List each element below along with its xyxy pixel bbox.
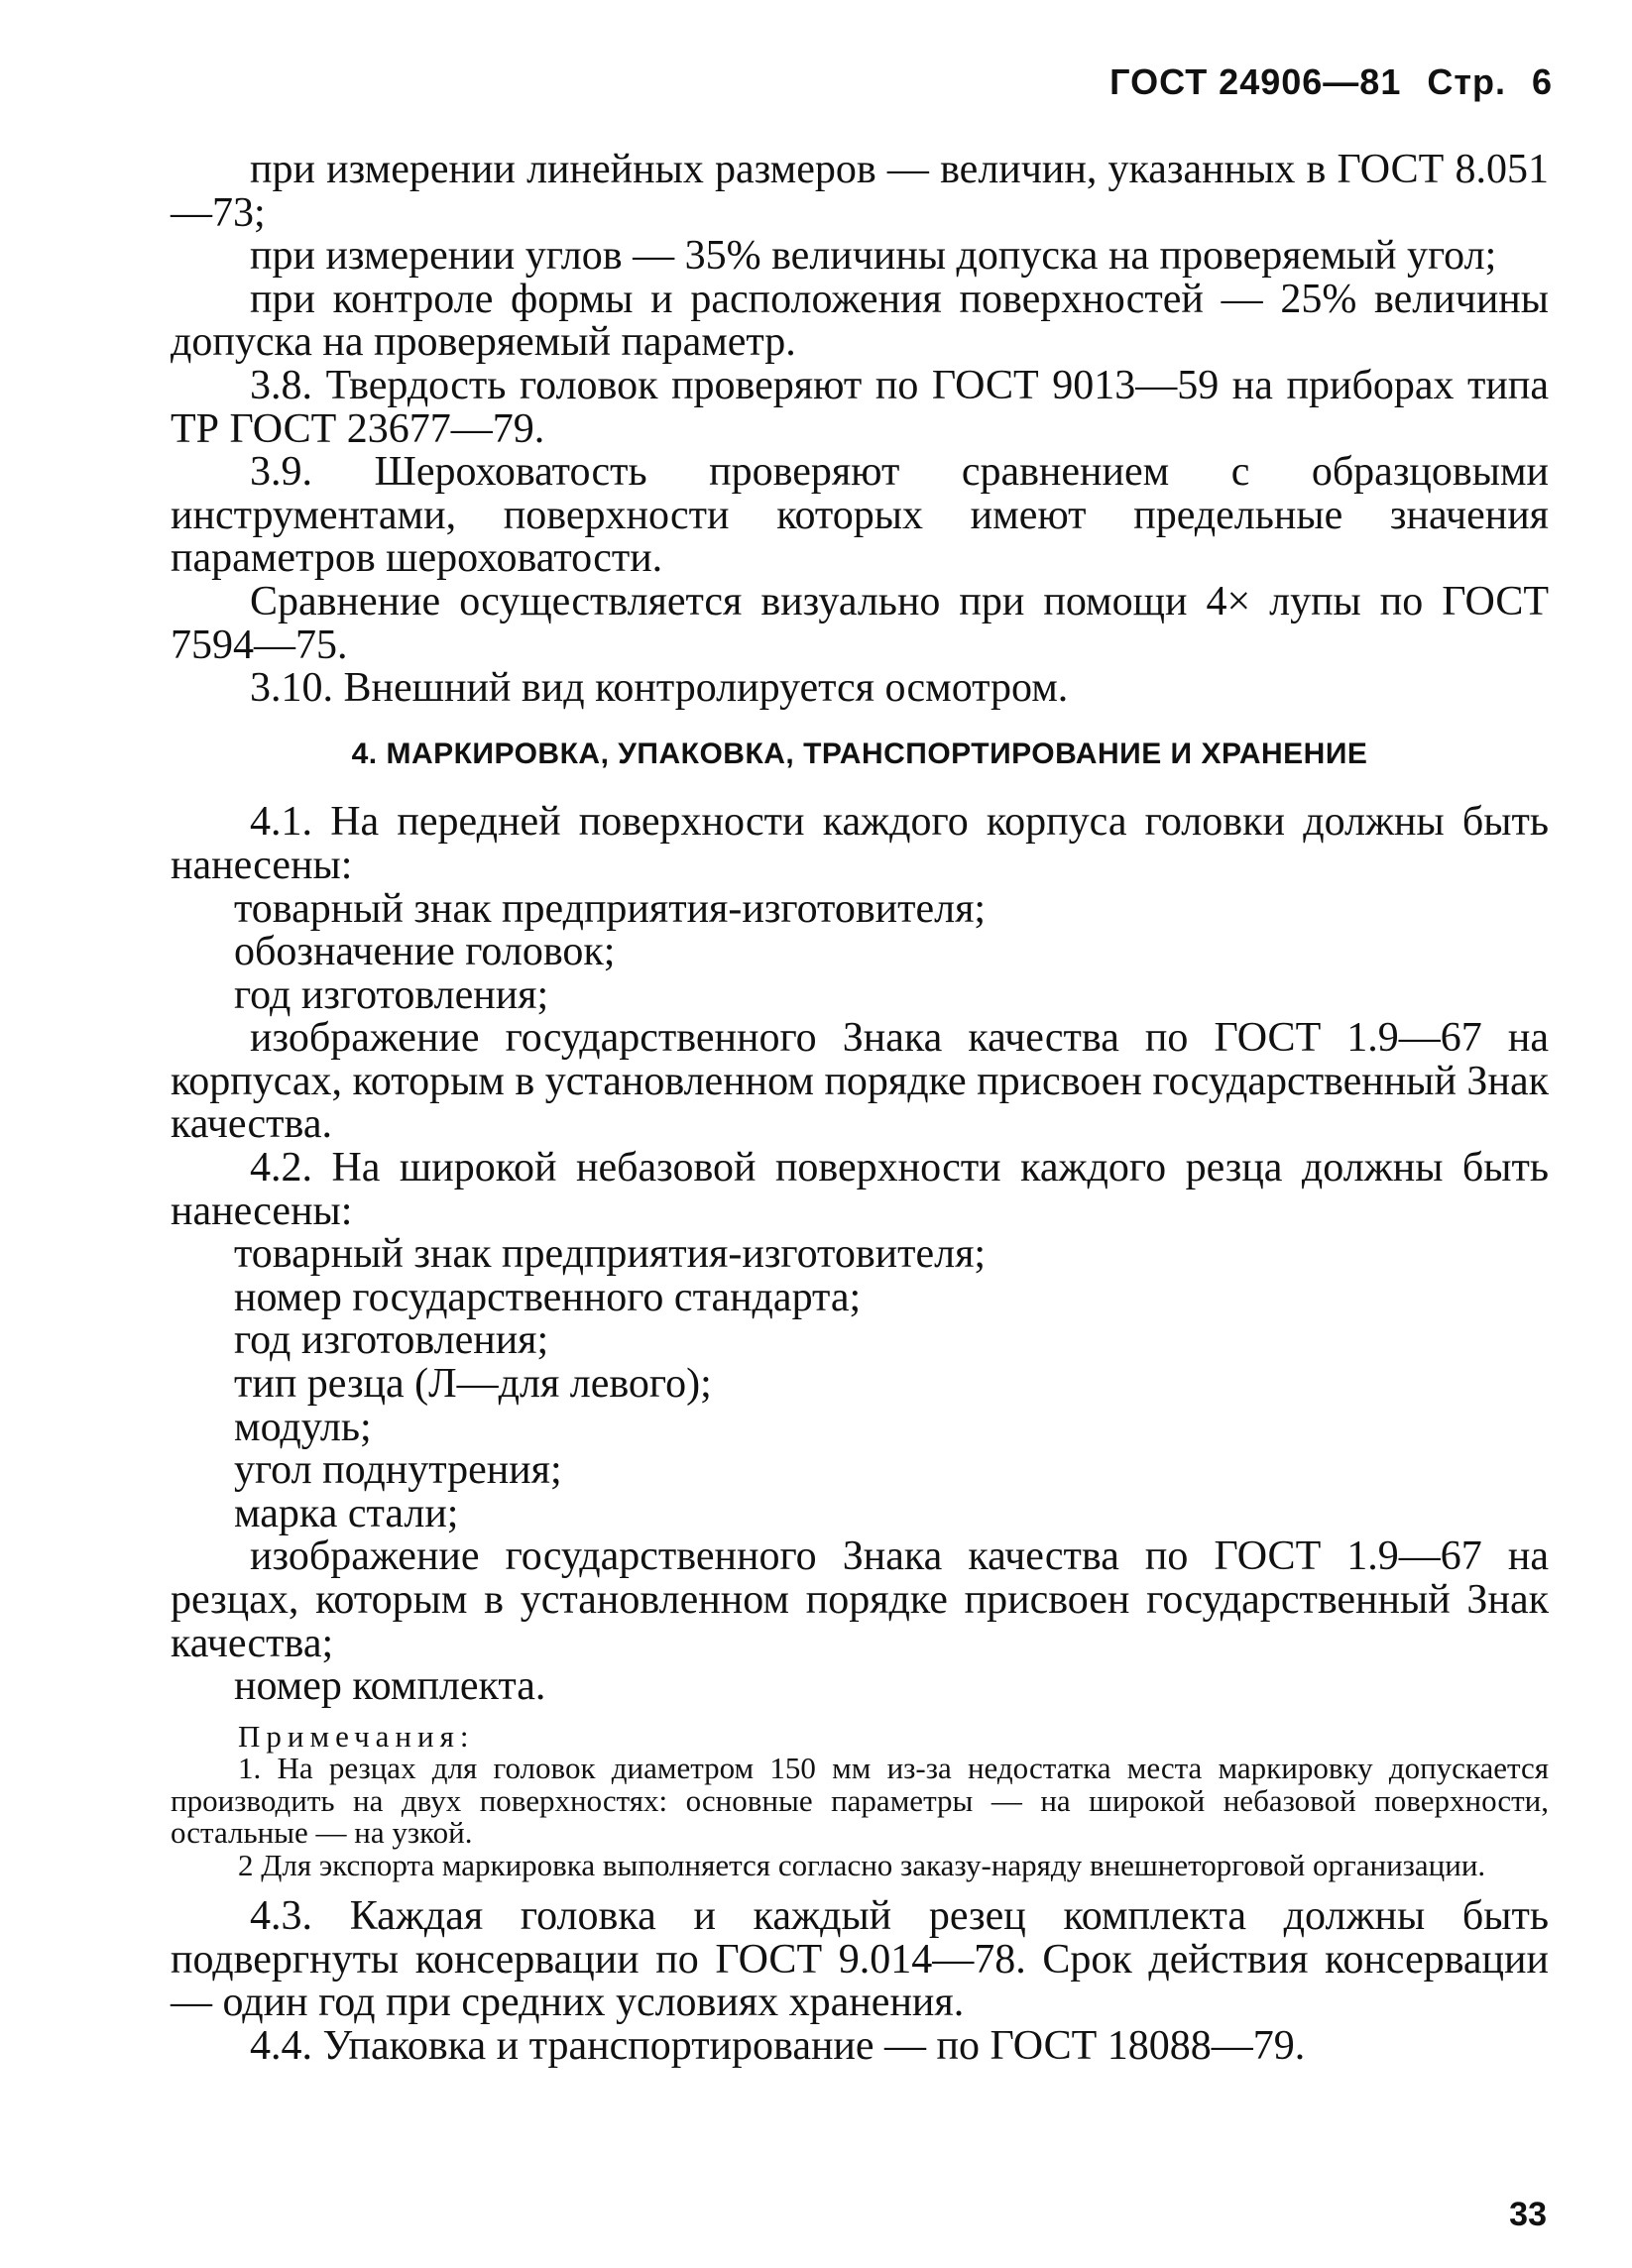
page-label: Стр.: [1427, 61, 1506, 102]
standard-number: ГОСТ 24906—81: [1109, 61, 1402, 102]
list-item: угол поднутрения;: [234, 1447, 562, 1494]
list-item: тип резца (Л—для левого);: [234, 1361, 712, 1408]
notes-title: Примечания:: [238, 1718, 475, 1754]
paragraph-4-3: 4.3. Каждая головка и каждый резец комплекта должны быть подвергнуты консервации по ГОСТ 9.014—78. Срок действия консервации — один год при средних условиях хранения.: [171, 1893, 1549, 2026]
paragraph-3-8: 3.8. Твердость головок проверяют по ГОСТ 9013—59 на приборах типа ТР ГОСТ 23677—79.: [171, 362, 1549, 452]
notes-block: [171, 1718, 1549, 1882]
paragraph-form-control: при контроле формы и расположения поверхностей — 25% величины допуска на проверяемый параметр.: [171, 276, 1549, 366]
list-item: товарный знак предприятия-изготовителя;: [234, 1231, 987, 1278]
paragraph-3-9-comparison: Сравнение осуществляется визуально при помощи 4× лупы по ГОСТ 7594—75.: [171, 578, 1549, 668]
list-item: изображение государственного Знака качества по ГОСТ 1.9—67 на резцах, которым в установленном порядке присвоен государственный Знак качества;: [171, 1533, 1549, 1666]
list-item: номер государственного стандарта;: [234, 1274, 862, 1320]
document-body: [171, 149, 1549, 2069]
section-heading: 4. МАРКИРОВКА, УПАКОВКА, ТРАНСПОРТИРОВАНИЕ И ХРАНЕНИЕ: [351, 737, 1368, 770]
page-number: 33: [1509, 2196, 1547, 2233]
list-item: год изготовления;: [234, 1317, 549, 1364]
paragraph-angles: при измерении углов — 35% величины допуска на проверяемый угол;: [250, 233, 1497, 280]
paragraph-4-2: 4.2. На широкой небазовой поверхности каждого резца должны быть нанесены:: [171, 1145, 1549, 1234]
paragraph-linear-sizes: при измерении линейных размеров — величин, указанных в ГОСТ 8.051—73;: [171, 147, 1549, 236]
list-item: марка стали;: [234, 1490, 459, 1536]
paragraph-3-9: 3.9. Шероховатость проверяют сравнением с образцовыми инструментами, поверхности которых имеют предельные значения параметров шероховатости.: [171, 449, 1549, 582]
list-item: модуль;: [234, 1404, 372, 1450]
note-2: 2 Для экспорта маркировка выполняется согласно заказу-наряду внешнеторговой организации.: [238, 1847, 1486, 1882]
note-1: 1. На резцах для головок диаметром 150 мм из-за недостатка места маркировку допускается производить на двух поверхностях: основные параметры — на широкой небазовой поверхности, остальные — на узкой.: [171, 1751, 1549, 1851]
paragraph-4-4: 4.4. Упаковка и транспортирование — по ГОСТ 18088—79.: [250, 2023, 1306, 2070]
list-item: изображение государственного Знака качества по ГОСТ 1.9—67 на корпусах, которым в установленном порядке присвоен государственный Знак качества.: [171, 1015, 1549, 1148]
list-item: номер комплекта.: [234, 1663, 546, 1710]
list-item: обозначение головок;: [234, 929, 616, 975]
list-item: год изготовления;: [234, 971, 549, 1018]
list-item: товарный знак предприятия-изготовителя;: [234, 885, 987, 932]
paragraph-4-1: 4.1. На передней поверхности каждого корпуса головки должны быть нанесены:: [171, 799, 1549, 888]
header-page-number: 6: [1531, 61, 1553, 102]
paragraph-3-10: 3.10. Внешний вид контролируется осмотром.: [250, 665, 1069, 712]
page-header: [1109, 61, 1553, 103]
